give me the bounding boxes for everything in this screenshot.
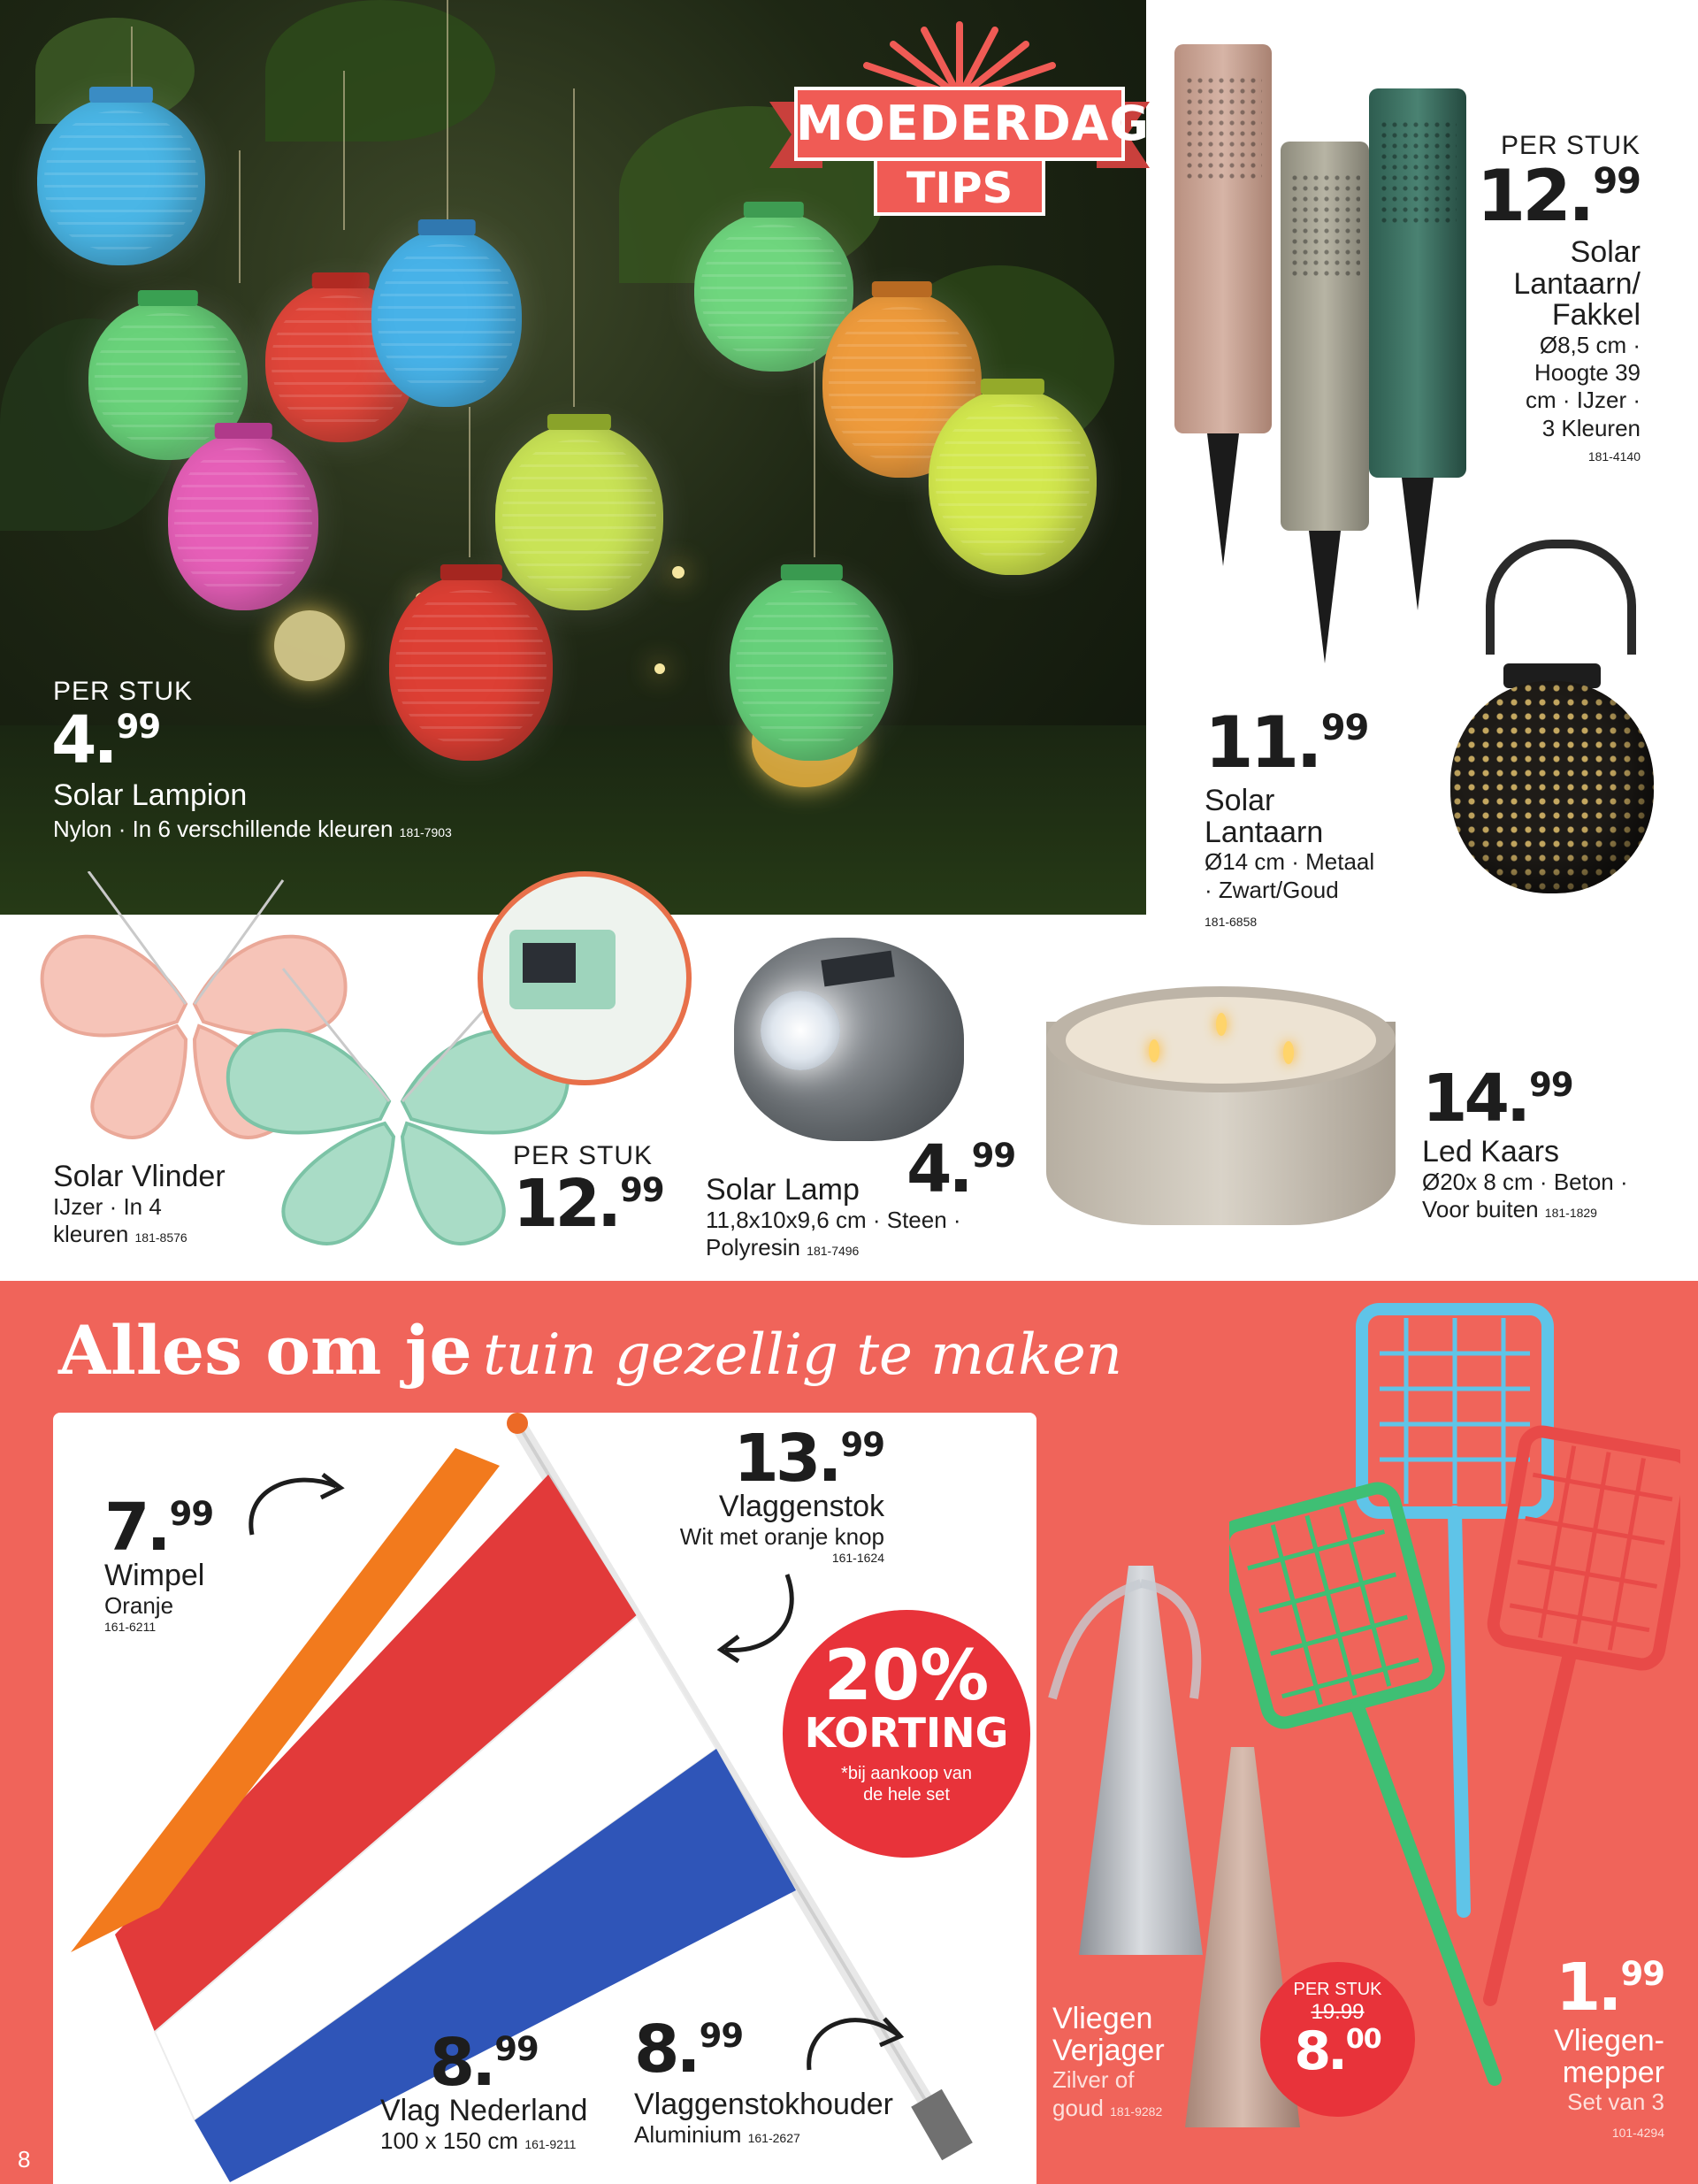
houder-arrow — [800, 1999, 915, 2079]
blue-lampion — [37, 97, 205, 265]
pink-lampion — [168, 433, 318, 610]
bokeh-light — [654, 663, 665, 674]
vlinder-info — [53, 1161, 226, 1248]
verjager-old-price: 19.99 — [1311, 2000, 1365, 2024]
wire — [814, 354, 815, 557]
vlag-name: Vlag Nederland — [380, 2094, 588, 2127]
badge-line2: TIPS — [906, 164, 1013, 213]
fakkel-price: 12.99 — [1476, 155, 1641, 237]
lantaarn-info — [1205, 701, 1375, 929]
lantern-handle — [1486, 540, 1636, 655]
lampion-name: Solar Lampion — [53, 778, 248, 812]
green-lampion — [730, 575, 893, 761]
torch-spike — [1402, 478, 1434, 610]
grey-torch — [1281, 142, 1369, 531]
lantaarn-code: 181-6858 — [1205, 914, 1258, 929]
houder-price: 8.99 — [634, 2012, 744, 2088]
vlinder-name: Solar Vlinder — [53, 1160, 226, 1193]
lantern-image — [1450, 540, 1654, 929]
lantern-body — [1450, 681, 1654, 893]
foliage — [265, 0, 495, 142]
lampion-desc: Nylon · In 6 verschillende kleuren 181-7903 — [53, 816, 452, 842]
candle-image — [1046, 986, 1396, 1225]
wire — [239, 150, 241, 283]
butterfly-detail-circle — [478, 871, 692, 1085]
lantaarn-price: 11.99 — [1205, 701, 1369, 784]
moederdag-badge — [752, 18, 1167, 230]
lime-lampion — [929, 389, 1097, 575]
verjager-price: 8.00 — [1294, 2020, 1381, 2082]
lampion-per-stuk: PER STUK — [53, 677, 194, 706]
fakkel-per-stuk: PER STUK — [1500, 131, 1641, 160]
blue-swatter — [1362, 1309, 1548, 1911]
korting-word: KORTING — [804, 1709, 1009, 1757]
torch-spike — [1207, 433, 1239, 566]
vlag-desc: 100 x 150 cm 161-9211 — [380, 2127, 577, 2154]
verjager-per-stuk: PER STUK — [1293, 1980, 1382, 1999]
torch-spike — [1309, 531, 1341, 663]
lampion-price: 4.99 — [51, 702, 161, 778]
stone-lamp-light — [761, 991, 840, 1070]
kaars-info — [1422, 1061, 1628, 1223]
pink-torch — [1174, 44, 1272, 433]
bokeh-light — [672, 566, 685, 579]
wimpel-name: Wimpel — [104, 1559, 205, 1592]
wimpel-price: 7.99 — [104, 1490, 214, 1566]
stone-lamp-image — [734, 938, 964, 1141]
candle-wax — [1066, 997, 1376, 1084]
korting-badge — [783, 1610, 1030, 1858]
solar-cell — [523, 943, 576, 983]
candle-flame — [1149, 1039, 1159, 1062]
lantaarn-desc: Ø14 cm · Metaal · Zwart/Goud — [1205, 848, 1375, 903]
vlinder-per-stuk: PER STUK — [513, 1141, 654, 1170]
badge-line1: MOEDERDAG — [796, 96, 1150, 151]
page-number: 8 — [18, 2146, 31, 2173]
mepper-desc: Set van 3 — [1567, 2088, 1664, 2116]
solarlamp-price: 4.99 — [906, 1131, 1016, 1207]
blue-lampion — [371, 230, 522, 407]
candle-flame — [1216, 1013, 1227, 1036]
vlinder-price-block — [513, 1141, 664, 1242]
wire — [469, 407, 470, 557]
kaars-name: Led Kaars — [1422, 1135, 1559, 1169]
red-lampion — [389, 575, 553, 761]
candle-flame — [1283, 1041, 1294, 1064]
fakkel-info — [1477, 131, 1641, 464]
korting-note: *bij aankoop van de hele set — [841, 1763, 972, 1805]
vlaggenstok-desc: Wit met oranje knop — [679, 1522, 884, 1550]
solarlamp-name: Solar Lamp — [706, 1173, 860, 1207]
wimpel-code: 161-6211 — [104, 1619, 157, 1634]
mepper-name: Vliegen- mepper — [1554, 2024, 1664, 2089]
vlaggenstok-name: Vlaggenstok — [718, 1490, 884, 1523]
solarlamp-desc: 11,8x10x9,6 cm · Steen · Polyresin 181-7496 — [706, 1206, 961, 1261]
mepper-code: 101-4294 — [1611, 2125, 1664, 2140]
houder-name: Vlaggenstokhouder — [634, 2088, 894, 2121]
red-swatter — [1490, 1429, 1680, 1999]
bokeh-light — [274, 610, 345, 681]
mepper-info — [1554, 1950, 1664, 2140]
mepper-price: 1.99 — [1555, 1950, 1664, 2026]
korting-percent: 20% — [823, 1636, 990, 1716]
wire — [447, 0, 448, 221]
fakkel-desc: Ø8,5 cm · Hoogte 39 cm · IJzer · 3 Kleuren — [1526, 332, 1641, 441]
fakkel-code: 181-4140 — [1587, 448, 1641, 464]
section-title — [58, 1311, 1122, 1390]
vlaggenstok-price: 13.99 — [733, 1421, 884, 1497]
houder-desc: Aluminium 161-2627 — [634, 2120, 800, 2148]
vlaggenstok-code: 161-1624 — [831, 1550, 884, 1565]
lime-lampion — [495, 425, 663, 610]
wimpel-info — [104, 1490, 214, 1634]
lantaarn-name: Solar Lantaarn — [1205, 784, 1324, 849]
verjager-info — [1052, 2004, 1165, 2122]
wimpel-desc: Oranje — [104, 1591, 174, 1619]
kaars-price: 14.99 — [1422, 1061, 1573, 1137]
wire — [343, 71, 345, 230]
vlinder-desc: IJzer · In 4 kleuren 181-8576 — [53, 1192, 187, 1247]
vlaggenstok-info — [619, 1421, 884, 1565]
kaars-desc: Ø20x 8 cm · Beton · Voor buiten 181-1829 — [1422, 1168, 1628, 1222]
verjager-desc: Zilver of goud 181-9282 — [1052, 2066, 1163, 2121]
stone-lamp-panel — [821, 951, 894, 987]
section-title-script: tuin gezellig te maken — [483, 1322, 1122, 1388]
green-torch — [1369, 88, 1466, 478]
vlag-price: 8.99 — [429, 2025, 539, 2101]
vlinder-price: 12.99 — [513, 1166, 664, 1242]
wimpel-arrow — [239, 1464, 354, 1544]
fakkel-name: Solar Lantaarn/ Fakkel — [1513, 235, 1641, 333]
wire — [573, 88, 575, 407]
vlag-info — [380, 2025, 588, 2155]
verjager-name: Vliegen Verjager — [1052, 2002, 1165, 2067]
section-title-bold: Alles om je — [58, 1311, 472, 1390]
